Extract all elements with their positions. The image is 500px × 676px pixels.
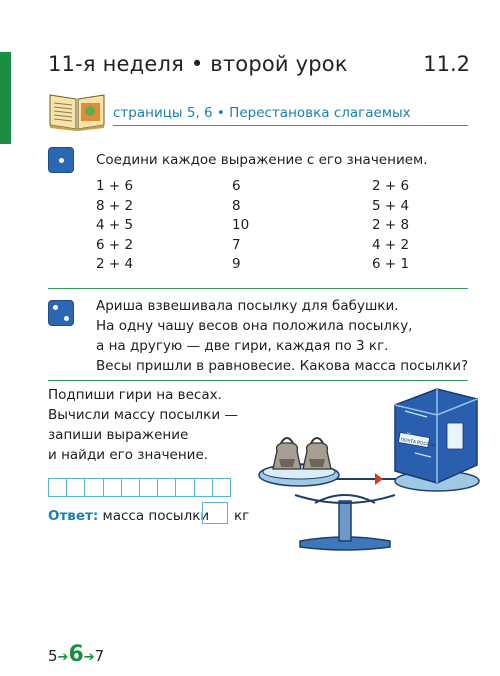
prev-page[interactable]: 5 — [48, 647, 58, 665]
expression[interactable]: 8 + 2 — [96, 197, 134, 214]
die-one-icon — [48, 147, 74, 173]
current-page: 6 — [68, 642, 84, 667]
expression[interactable]: 2 + 4 — [96, 256, 134, 272]
answer-unit: кг — [234, 508, 250, 524]
divider — [48, 380, 468, 381]
task1-instruction: Соедини каждое выражение с его значением. — [96, 152, 428, 168]
divider — [48, 288, 468, 289]
chapter-tab — [0, 52, 11, 144]
weight-right — [303, 438, 331, 469]
expression[interactable]: 2 + 6 — [372, 178, 410, 194]
lesson-number: 11.2 — [423, 52, 470, 76]
answer-input-box[interactable] — [202, 502, 228, 524]
task2-subtask: Подпиши гири на весах. Вычисли массу посылки — запиши выражение и найди его значение. — [48, 387, 238, 463]
task2-text: Ариша взвешивала посылку для бабушки. На одну чашу весов она положила посылку, а на другую — две гири, каждая по 3 кг. Весы пришли в равновесие. Какова масса посылки? — [96, 298, 469, 374]
weight-left — [273, 438, 301, 469]
expression[interactable]: 6 + 2 — [96, 236, 134, 253]
expression-entry-grid[interactable] — [48, 478, 231, 497]
next-page[interactable]: 7 — [94, 647, 105, 665]
expression[interactable]: 2 + 8 — [372, 217, 410, 233]
value[interactable]: 8 — [232, 197, 241, 214]
value[interactable]: 9 — [232, 256, 241, 272]
divider — [113, 125, 468, 126]
expression[interactable]: 1 + 6 — [96, 178, 134, 194]
parcel-label: ПОЧТА РОССИИ — [400, 436, 437, 448]
page-title: 11-я неделя • второй урок — [48, 52, 348, 76]
expression[interactable]: 5 + 4 — [372, 197, 410, 214]
expression[interactable]: 4 + 5 — [96, 217, 134, 233]
values-middle — [232, 177, 249, 275]
textbook-reference: страницы 5, 6 • Перестановка слагаемых — [113, 105, 411, 121]
expression[interactable]: 4 + 2 — [372, 236, 410, 253]
die-two-icon — [48, 300, 74, 326]
value[interactable]: 6 — [232, 178, 241, 194]
expressions-right — [372, 177, 409, 275]
answer-line: Ответ: масса посылки — [48, 508, 210, 524]
textbook-icon — [48, 89, 106, 131]
expression[interactable]: 6 + 1 — [372, 256, 410, 272]
balance-scale-illustration — [255, 383, 485, 563]
page-navigation: 5➔6➔7 — [48, 642, 105, 667]
value[interactable]: 7 — [232, 236, 241, 253]
expressions-left — [96, 177, 133, 275]
value[interactable]: 10 — [232, 217, 250, 233]
